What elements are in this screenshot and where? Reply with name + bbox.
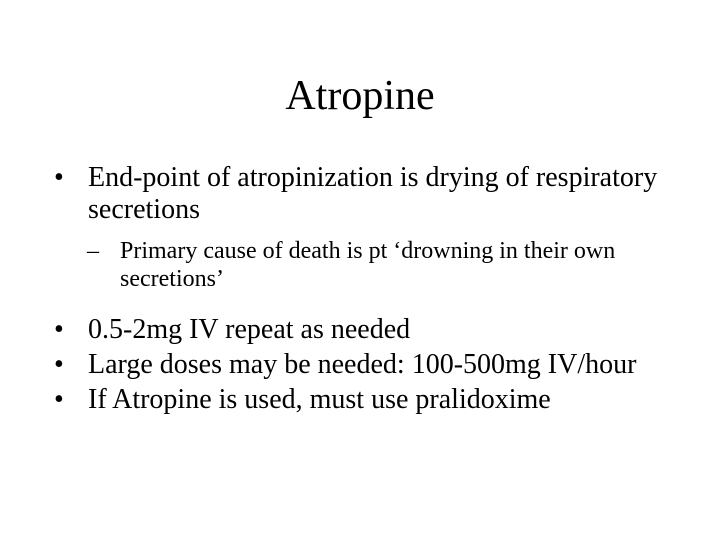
bullet-item: [54, 384, 694, 416]
bullet-item: [54, 349, 694, 381]
bullet-item: [54, 314, 694, 346]
bullet-marker: •: [54, 314, 64, 345]
bullet-marker: •: [54, 349, 64, 380]
bullet-list: [54, 162, 694, 416]
sub-bullet-text: Primary cause of death is pt ‘drowning in their own secretions’: [120, 238, 616, 292]
sub-bullet-marker: –: [87, 238, 99, 264]
bullet-text: If Atropine is used, must use pralidoxime: [88, 384, 551, 415]
sub-bullet-item: [54, 237, 694, 293]
bullet-marker: •: [54, 384, 64, 415]
bullet-marker: •: [54, 162, 64, 193]
bullet-text: Large doses may be needed: 100-500mg IV/hour: [88, 349, 637, 380]
bullet-text: End-point of atropinization is drying of respiratory secretions: [88, 162, 658, 225]
bullet-item: [54, 162, 694, 226]
bullet-text: 0.5-2mg IV repeat as needed: [88, 314, 411, 345]
slide-title: Atropine: [285, 73, 435, 119]
